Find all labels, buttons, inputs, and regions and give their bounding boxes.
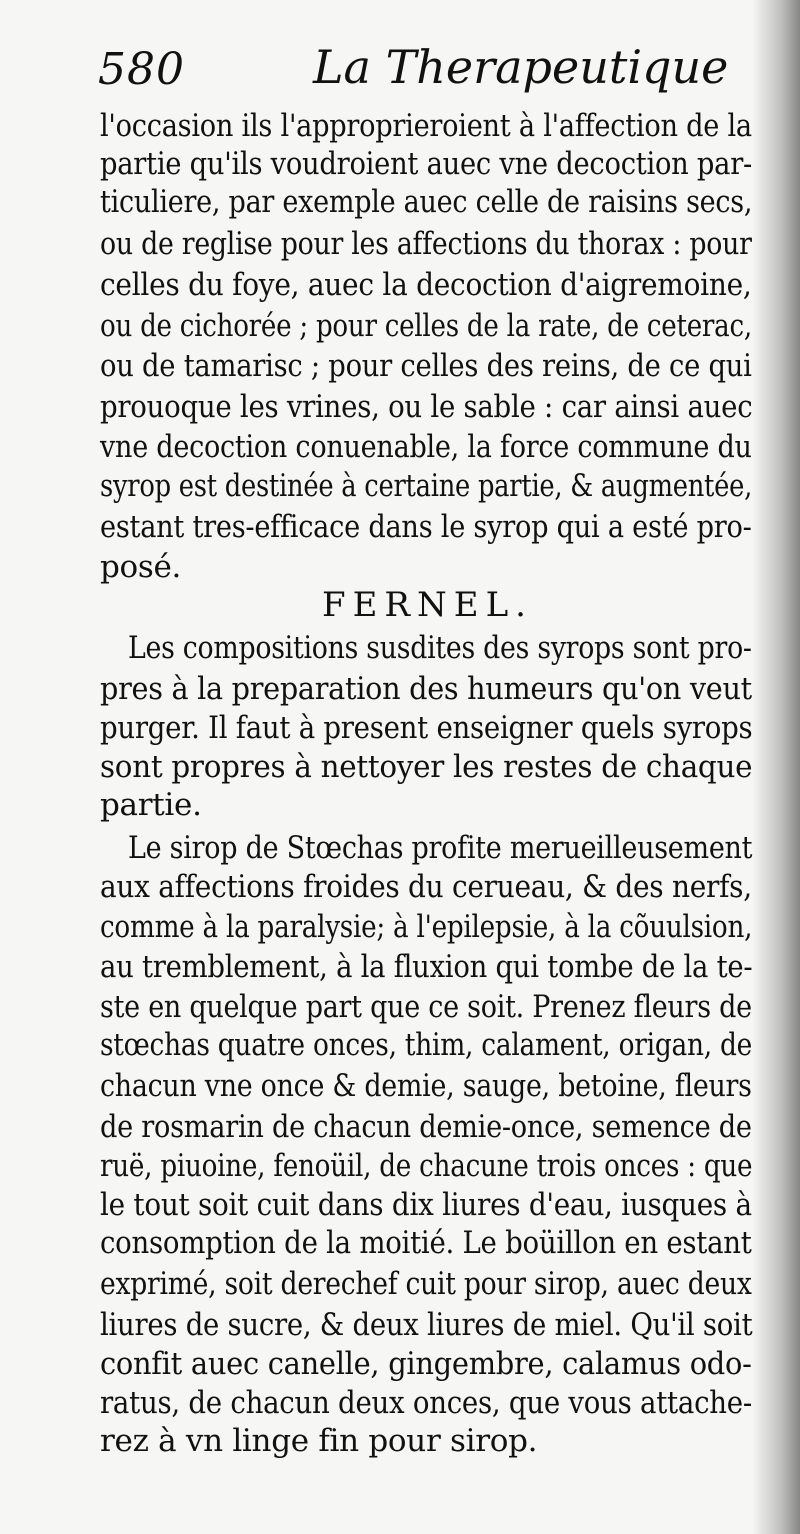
text-line: stœchas quatre onces, thim, calament, origan, de xyxy=(100,1027,753,1063)
text-line: pres à la preparation des humeurs qu'on veut xyxy=(100,671,752,707)
text-line: ste en quelque part que ce soit. Prenez fleurs de xyxy=(100,989,752,1025)
text-line: ratus, de chacun deux onces, que vous attache- xyxy=(100,1385,752,1421)
text-line: purger. Il faut à present enseigner quels syrops xyxy=(100,710,753,746)
text-line: prouoque les vrines, ou le sable : car ainsi auec xyxy=(100,389,753,425)
text-line: de rosmarin de chacun demie-once, semence de xyxy=(100,1109,752,1145)
text-line: ticuliere, par exemple auec celle de raisins secs, xyxy=(100,184,753,220)
text-line: au tremblement, à la fluxion qui tombe de la te- xyxy=(100,949,753,985)
text-line: exprimé, soit derechef cuit pour sirop, auec deux xyxy=(100,1266,752,1302)
text-line: partie qu'ils voudroient auec vne decoction par- xyxy=(100,146,753,182)
text-line: Le sirop de Stœchas profite merueilleusement xyxy=(128,830,753,866)
text-line: chacun vne once & demie, sauge, betoine, fleurs xyxy=(100,1068,752,1104)
text-line: vne decoction conuenable, la force commune du xyxy=(100,429,752,465)
text-line: confit auec canelle, gingembre, calamus odo- xyxy=(100,1346,752,1382)
text-line: l'occasion ils l'approprieroient à l'affection de la xyxy=(100,108,752,144)
text-line: aux affections froides du cerueau, & des nerfs, xyxy=(100,869,752,905)
text-line: ou de cichorée ; pour celles de la rate, de ceterac, xyxy=(100,308,752,344)
text-line: partie. xyxy=(100,787,202,823)
section-heading: FERNEL. xyxy=(322,585,533,625)
running-title: La Therapeutique xyxy=(313,40,729,94)
text-line: Les compositions susdites des syrops sont pro- xyxy=(128,630,752,666)
text-line: consomption de la moitié. Le boüillon en estant xyxy=(100,1225,752,1261)
page-header xyxy=(98,40,748,100)
page-edge-shadow xyxy=(752,0,800,1534)
text-line: comme à la paralysie; à l'epilepsie, à la cõuulsion, xyxy=(100,909,753,945)
text-line: syrop est destinée à certaine partie, & augmentée, xyxy=(100,468,753,504)
page-number: 580 xyxy=(98,44,185,95)
text-line: estant tres-efficace dans le syrop qui a esté pro- xyxy=(100,509,752,545)
text-line: le tout soit cuit dans dix liures d'eau, iusques à xyxy=(100,1187,752,1223)
text-line: rez à vn linge fin pour sirop. xyxy=(100,1423,538,1459)
text-line: ruë, piuoine, fenoüil, de chacune trois onces : que xyxy=(100,1148,753,1184)
text-line: liures de sucre, & deux liures de miel. Qu'il soit xyxy=(100,1307,753,1343)
text-line: ou de tamarisc ; pour celles des reins, de ce qui xyxy=(100,348,752,384)
text-line: celles du foye, auec la decoction d'aigremoine, xyxy=(100,267,752,303)
text-line: ou de reglise pour les affections du thorax : pour xyxy=(100,226,752,262)
text-line: sont propres à nettoyer les restes de chaque xyxy=(100,749,753,785)
text-line: posé. xyxy=(100,549,182,585)
